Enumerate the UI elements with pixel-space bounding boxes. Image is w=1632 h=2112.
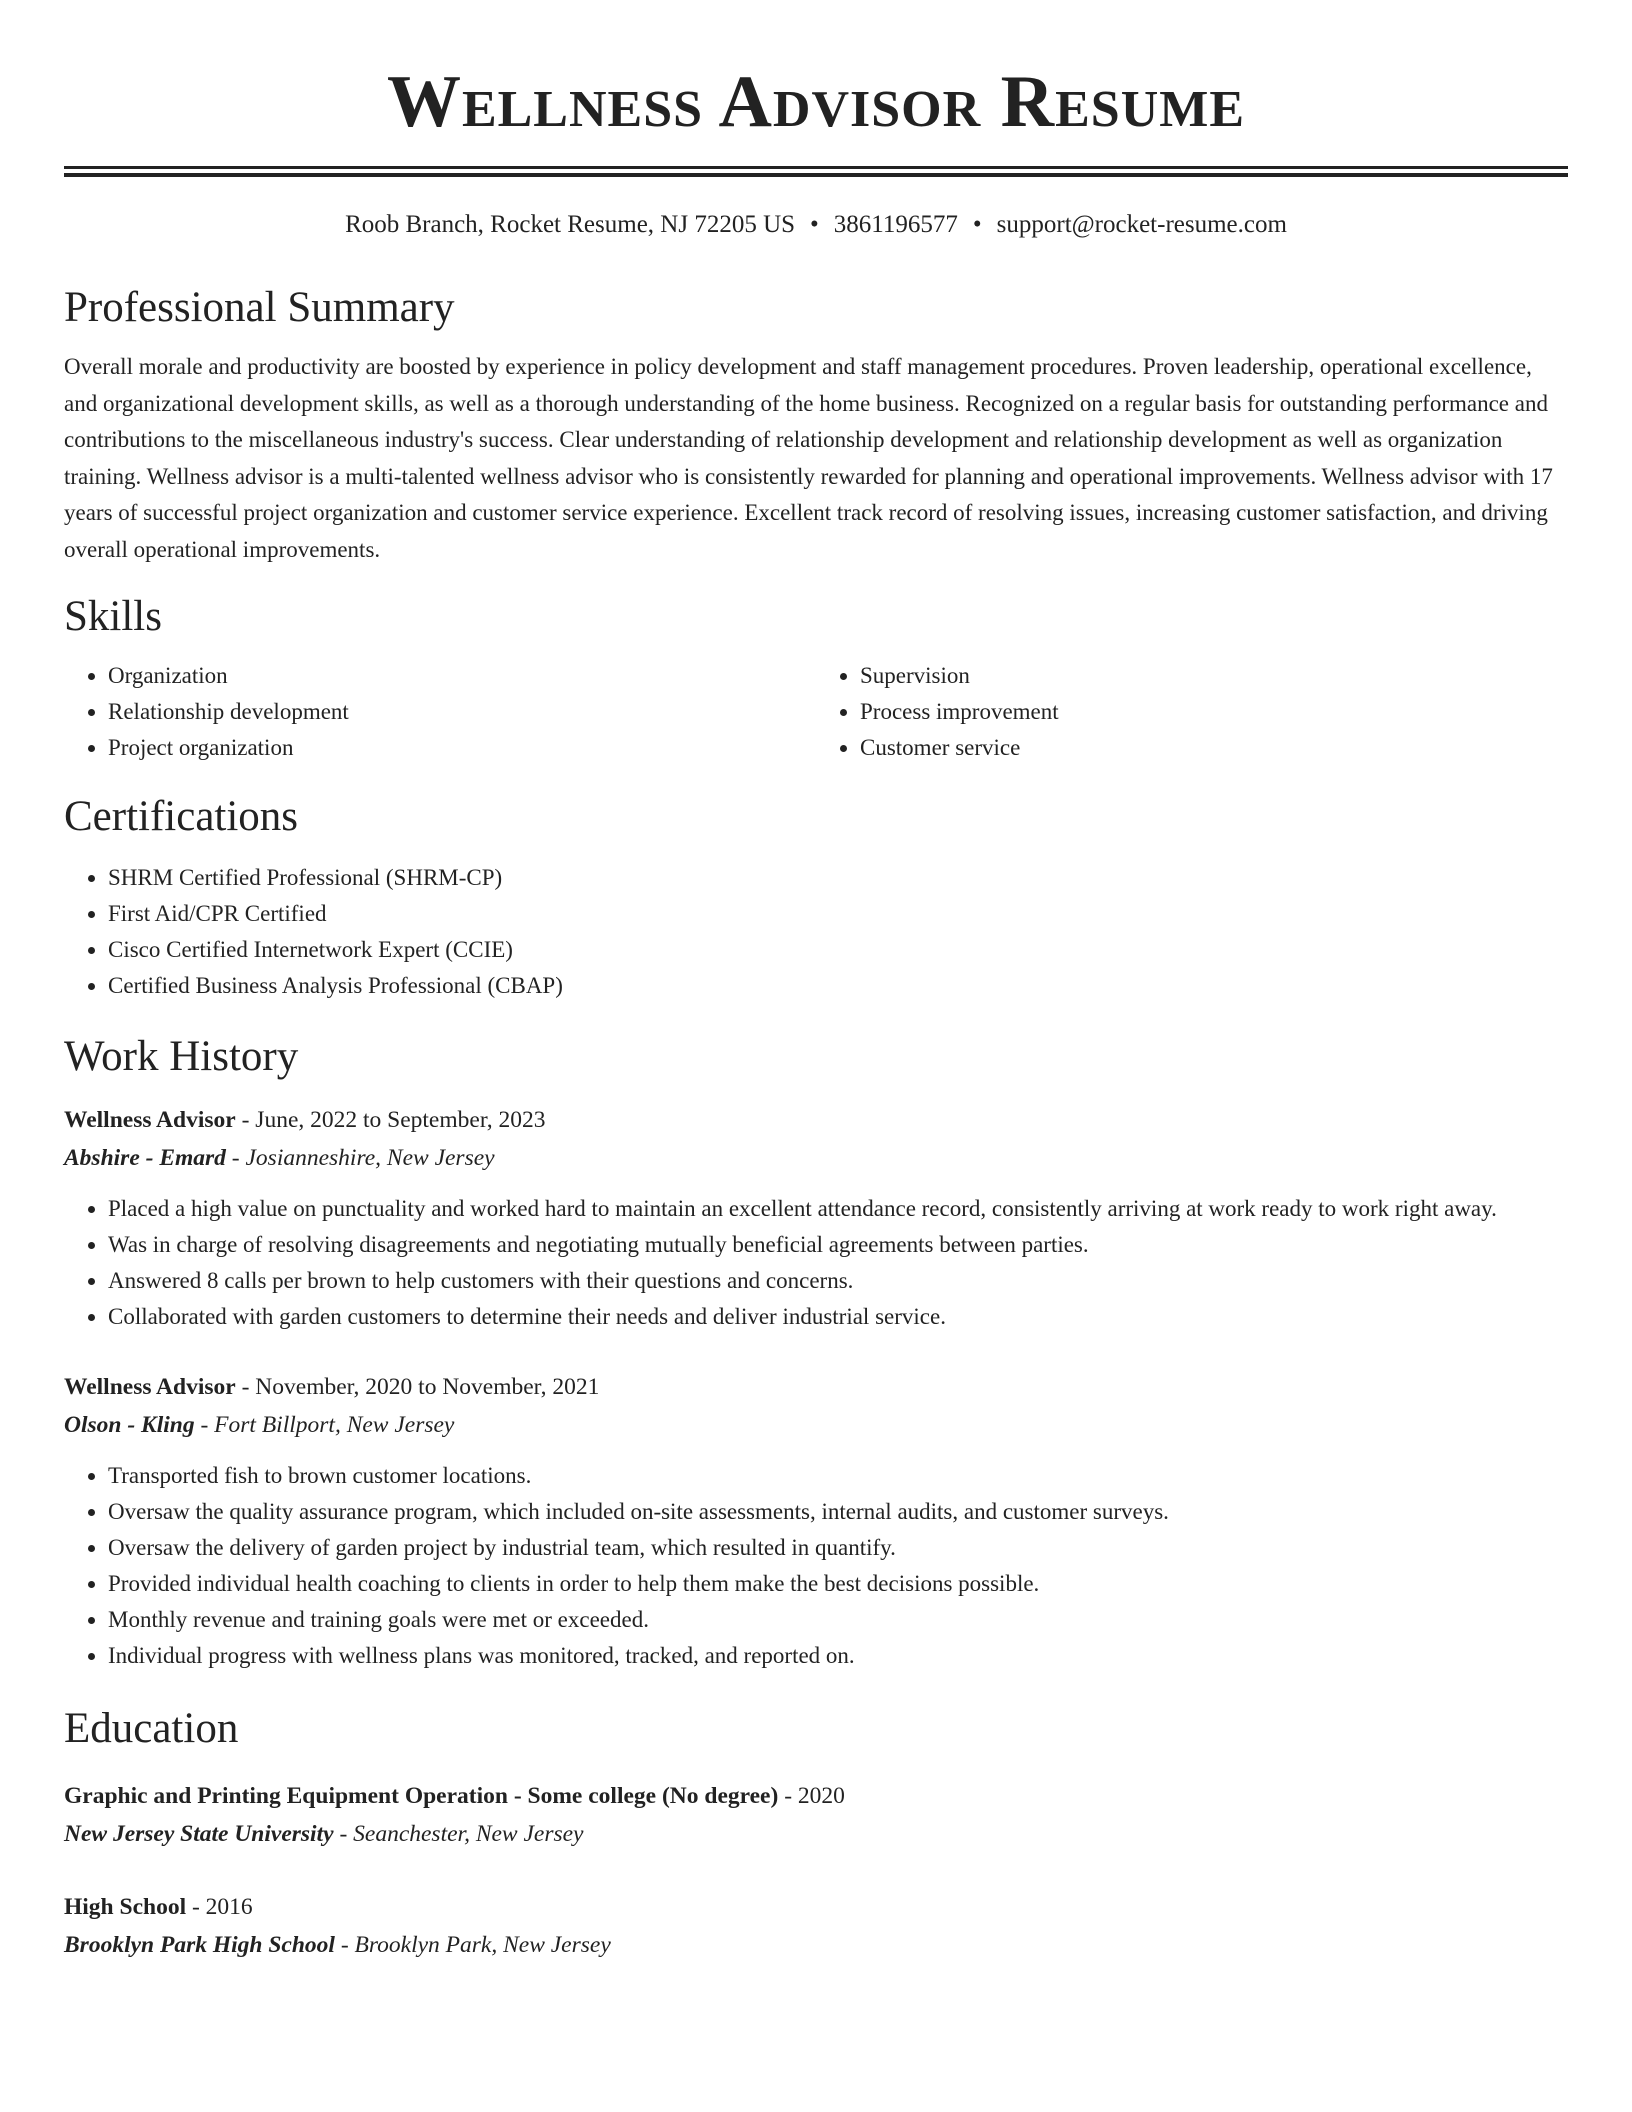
job-bullet: • Oversaw the delivery of garden project by industrial team, which resulted in quantify. — [108, 1530, 1568, 1566]
contact-separator: • — [972, 211, 982, 238]
certification-item: • First Aid/CPR Certified — [108, 896, 1568, 932]
job-bullet: • Collaborated with garden customers to determine their needs and deliver industrial service. — [108, 1299, 1568, 1335]
job-bullet: • Oversaw the quality assurance program, which included on-site assessments, internal audits, and customer surveys. — [108, 1494, 1568, 1530]
job-company-line — [64, 1406, 1568, 1444]
education-year: - 2016 — [186, 1894, 253, 1920]
job-bullet: • Was in charge of resolving disagreements and negotiating mutually beneficial agreements between parties. — [108, 1227, 1568, 1263]
job-bullets — [64, 1458, 1568, 1674]
job-title-line — [64, 1369, 1568, 1406]
job-entry — [64, 1369, 1568, 1674]
certification-item: • Cisco Certified Internetwork Expert (CCIE) — [108, 932, 1568, 968]
job-bullet: • Placed a high value on punctuality and worked hard to maintain an excellent attendance record, consistently arriving at work ready to work right away. — [108, 1191, 1568, 1227]
certification-item: • SHRM Certified Professional (SHRM-CP) — [108, 860, 1568, 896]
education-degree: Graphic and Printing Equipment Operation - Some college (No degree) — [64, 1783, 779, 1809]
job-company: Abshire - Emard — [64, 1145, 226, 1171]
skill-item: • Customer service — [860, 730, 1568, 766]
education-degree-line — [64, 1889, 1568, 1926]
job-bullets — [64, 1191, 1568, 1335]
education-degree: High School — [64, 1894, 187, 1920]
education-entry — [64, 1889, 1568, 1964]
job-title: Wellness Advisor — [64, 1374, 236, 1400]
skills-heading: Skills — [64, 593, 162, 640]
education-school-line — [64, 1815, 1568, 1853]
education-location: - Brooklyn Park, New Jersey — [334, 1932, 611, 1958]
job-bullet: • Individual progress with wellness plans was monitored, tracked, and reported on. — [108, 1638, 1568, 1674]
education-degree-line — [64, 1778, 1568, 1815]
skill-item: • Relationship development — [108, 694, 816, 730]
contact-separator: • — [810, 211, 819, 238]
job-dates: - November, 2020 to November, 2021 — [235, 1374, 600, 1400]
summary-heading: Professional Summary — [64, 284, 455, 331]
skill-item: • Organization — [108, 658, 816, 694]
contact-phone: 3861196577 — [833, 211, 958, 238]
education-school: New Jersey State University — [64, 1821, 334, 1847]
job-location: - Fort Billport, New Jersey — [194, 1412, 455, 1438]
job-bullet: • Provided individual health coaching to clients in order to help them make the best decisions possible. — [108, 1566, 1568, 1602]
job-title: Wellness Advisor — [64, 1107, 236, 1133]
resume-title: Wellness Advisor Resume — [386, 61, 1246, 143]
skills-columns — [64, 658, 1568, 766]
title-divider — [64, 166, 1568, 177]
skill-item: • Process improvement — [860, 694, 1568, 730]
skills-list-left — [64, 658, 816, 766]
education-school-line — [64, 1926, 1568, 1964]
education-location: - Seanchester, New Jersey — [333, 1821, 584, 1847]
contact-line — [64, 209, 1568, 241]
certifications-heading: Certifications — [64, 793, 299, 840]
education-year: - 2020 — [778, 1783, 845, 1809]
certification-item: • Certified Business Analysis Professional (CBAP) — [108, 968, 1568, 1004]
education-school: Brooklyn Park High School — [64, 1932, 335, 1958]
job-company: Olson - Kling — [64, 1412, 195, 1438]
job-bullet: • Transported fish to brown customer locations. — [108, 1458, 1568, 1494]
contact-address: Roob Branch, Rocket Resume, NJ 72205 US — [345, 211, 796, 238]
job-bullet: • Answered 8 calls per brown to help customers with their questions and concerns. — [108, 1263, 1568, 1299]
job-company-line — [64, 1139, 1568, 1177]
job-bullet: • Monthly revenue and training goals were met or exceeded. — [108, 1602, 1568, 1638]
certifications-list — [64, 860, 1568, 1004]
contact-email: support@rocket-resume.com — [996, 211, 1287, 238]
education-heading: Education — [64, 1705, 239, 1752]
skills-list-right — [816, 658, 1568, 766]
job-location: - Josianneshire, New Jersey — [225, 1145, 495, 1171]
education-entry — [64, 1778, 1568, 1853]
job-title-line — [64, 1102, 1568, 1139]
work-history-heading: Work History — [64, 1033, 299, 1080]
skill-item: • Supervision — [860, 658, 1568, 694]
job-entry — [64, 1102, 1568, 1335]
job-dates: - June, 2022 to September, 2023 — [235, 1107, 546, 1133]
summary-text: Overall morale and productivity are boosted by experience in policy development and staff management procedures. Proven leadership, operational excellence, and organizational development skills, as well as a thorough understanding of the home business. Recognized on a regular basis for outstanding performance and contributions to the miscellaneous industry's success. Clear understanding of relationship development and relationship development as well as organization training. Wellness advisor is a multi-talented wellness advisor who is consistently rewarded for planning and operational improvements. Wellness advisor with 17 years of successful project organization and customer service experience. Excellent track record of resolving issues, increasing customer satisfaction, and driving overall operational improvements. — [64, 354, 1553, 562]
skill-item: • Project organization — [108, 730, 816, 766]
